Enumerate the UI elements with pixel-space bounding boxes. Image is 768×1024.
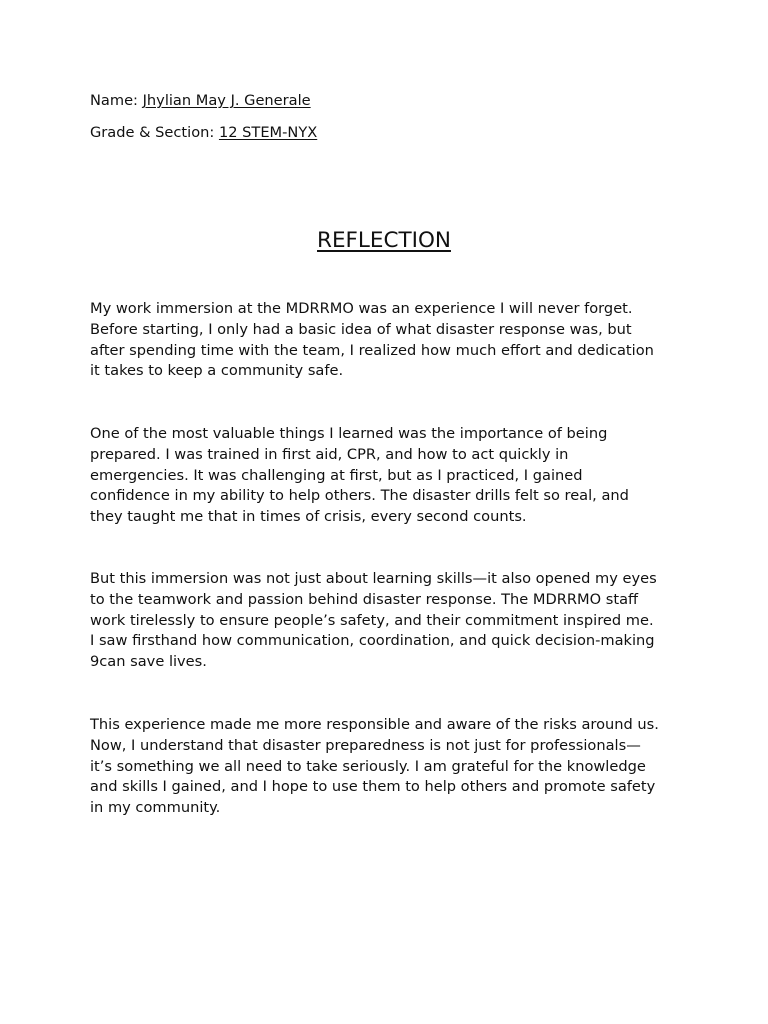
paragraph-2: One of the most valuable things I learned was the importance of being prepared. I was trained in first aid, CPR, and how to act quickly in emergencies. It was challenging at first, but as I practiced, I gained confidence in my ability to help others. The disaster drills felt so real, and they taught me that in times of crisis, every second counts.	[90, 425, 629, 526]
section-label: Grade & Section:	[90, 124, 219, 141]
paragraph-4: This experience made me more responsible and aware of the risks around us. Now, I understand that disaster preparedness is not just for professionals— it’s something we all need to take seriously. I am grateful for the knowledge and skills I gained, and I hope to use them to help others and promote safety in my community.	[90, 716, 659, 817]
name-value: Jhylian May J. Generale	[142, 92, 311, 109]
paragraph-1: My work immersion at the MDRRMO was an experience I will never forget. Before starting, I only had a basic idea of what disaster response was, but after spending time with the team, I realized how much effort and dedication it takes to keep a community safe.	[90, 300, 654, 380]
document-title: REFLECTION	[317, 228, 451, 253]
paragraph-3: But this immersion was not just about learning skills—it also opened my eyes to the teamwork and passion behind disaster response. The MDRRMO staff work tirelessly to ensure people’s safety, and their commitment inspired me. I saw firsthand how communication, coordination, and quick decision-making 9can save lives.	[90, 570, 657, 671]
grade-section-line	[90, 124, 317, 142]
section-value: 12 STEM-NYX	[218, 124, 318, 141]
student-name-line	[90, 92, 311, 110]
name-label: Name:	[90, 92, 143, 109]
